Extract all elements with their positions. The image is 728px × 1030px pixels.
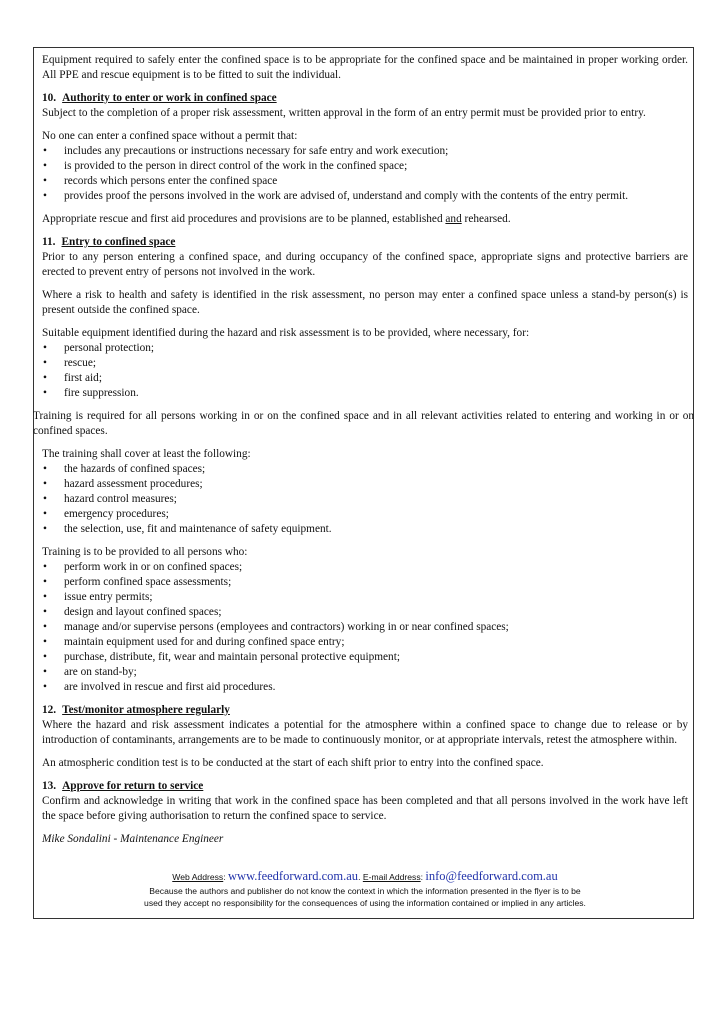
email-address-label: E-mail Address [362,872,421,882]
bullet-icon: • [43,636,47,648]
bullet-icon: • [43,145,47,157]
equipment-list [42,341,688,401]
list-item: • rescue; [43,357,96,369]
section-10-number: 10. [42,92,57,104]
section-13-title: Approve for return to service [62,780,204,792]
permit-requirements-list [42,144,688,204]
section-13-paragraph-1: Confirm and acknowledge in writing that work in the confined space has been completed and that all persons involved in the work have left the space before giving authorisation to return the confined space to service. [42,795,688,822]
list-item: • purchase, distribute, fit, wear and maintain personal protective equipment; [43,651,400,663]
list-item: • is provided to the person in direct control of the work in the confined space; [43,160,408,172]
disclaimer-line-2: used they accept no responsibility for the consequences of using the information contained or implied in any articles. [144,898,586,908]
bullet-icon: • [43,576,47,588]
bullet-icon: • [43,387,47,399]
section-12-number: 12. [42,704,57,716]
section-11-paragraph-6: Training is to be provided to all persons who: [42,546,248,558]
bullet-icon: • [43,493,47,505]
list-item: • are involved in rescue and first aid procedures. [43,681,276,693]
author-signature: Mike Sondalini - Maintenance Engineer [42,833,224,845]
section-12-paragraph-2: An atmospheric condition test is to be conducted at the start of each shift prior to entry into the confined space. [42,757,544,769]
list-item: • are on stand-by; [43,666,137,678]
list-item: • maintain equipment used for and during confined space entry; [43,636,345,648]
training-persons-list [42,560,688,695]
list-item: • first aid; [43,372,102,384]
list-item: • fire suppression. [43,387,139,399]
section-11-paragraph-5: The training shall cover at least the following: [42,448,251,460]
list-item: • records which persons enter the confined space [43,175,278,187]
section-11-paragraph-1: Prior to any person entering a confined space, and during occupancy of the confined space, appropriate signs and protective barriers are erected to prevent entry of persons not involved in the work. [42,251,688,278]
list-item: • hazard control measures; [43,493,177,505]
bullet-icon: • [43,463,47,475]
bullet-icon: • [43,591,47,603]
email-link[interactable]: info@feedforward.com.au [425,869,558,883]
list-item: • perform confined space assessments; [43,576,232,588]
training-topics-list [42,462,688,537]
section-11-heading [42,235,688,250]
section-10-paragraph-3: Appropriate rescue and first aid procedures and provisions are to be planned, established and rehearsed. [42,213,511,225]
bullet-icon: • [43,190,47,202]
list-item: • provides proof the persons involved in the work are advised of, understand and comply with the contents of the entry permit. [43,190,629,202]
bullet-icon: • [43,357,47,369]
list-item: • includes any precautions or instructions necessary for safe entry and work execution; [43,145,449,157]
list-item: • perform work in or on confined spaces; [43,561,243,573]
section-12-paragraph-1: Where the hazard and risk assessment indicates a potential for the atmosphere within a confined space to change due to release or by introduction of contaminants, arrangements are to be made to continuously monitor, or at appropriate intervals, retest the atmosphere within. [42,719,688,746]
section-10-paragraph-1: Subject to the completion of a proper risk assessment, written approval in the form of an entry permit must be provided prior to entry. [42,107,646,119]
bullet-icon: • [43,478,47,490]
list-item: • personal protection; [43,342,155,354]
intro-paragraph: Equipment required to safely enter the confined space is to be appropriate for the confined space and be maintained in proper working order. All PPE and rescue equipment is to be fitted to suit the individual. [42,54,688,81]
contact-line: Web Address: www.feedforward.com.au. E-mail Address: info@feedforward.com.au [172,869,558,883]
list-item: • issue entry permits; [43,591,153,603]
section-11-title: Entry to confined space [61,236,176,248]
section-10-paragraph-2: No one can enter a confined space without a permit that: [42,130,298,142]
section-10-title: Authority to enter or work in confined space [62,92,277,104]
bullet-icon: • [43,666,47,678]
bullet-icon: • [43,342,47,354]
list-item: • emergency procedures; [43,508,169,520]
bullet-icon: • [43,606,47,618]
bullet-icon: • [43,681,47,693]
section-12-heading [42,703,688,718]
web-address-label: Web Address [172,872,224,882]
section-12-title: Test/monitor atmosphere regularly [62,704,230,716]
bullet-icon: • [43,160,47,172]
bullet-icon: • [43,651,47,663]
section-10-heading [42,91,688,106]
bullet-icon: • [43,508,47,520]
list-item: • the selection, use, fit and maintenance of safety equipment. [43,523,332,535]
section-11-paragraph-3: Suitable equipment identified during the hazard and risk assessment is to be provided, where necessary, for: [42,327,530,339]
section-11-paragraph-4: Training is required for all persons working in or on the confined space and in all relevant activities related to entering and working in or on confined spaces. [33,410,694,437]
disclaimer-line-1: Because the authors and publisher do not know the context in which the information presented in the flyer is to be [149,886,581,896]
bullet-icon: • [43,175,47,187]
section-13-heading [42,779,688,794]
document-content [33,53,694,855]
section-13-number: 13. [42,780,57,792]
bullet-icon: • [43,372,47,384]
bullet-icon: • [43,523,47,535]
list-item: • manage and/or supervise persons (employees and contractors) working in or near confined spaces; [43,621,509,633]
list-item: • hazard assessment procedures; [43,478,203,490]
section-11-paragraph-2: Where a risk to health and safety is identified in the risk assessment, no person may enter a confined space unless a stand-by person(s) is present outside the confined space. [42,289,688,316]
website-link[interactable]: www.feedforward.com.au [228,869,359,883]
bullet-icon: • [43,621,47,633]
bullet-icon: • [43,561,47,573]
list-item: • the hazards of confined spaces; [43,463,206,475]
page-footer [42,870,688,909]
list-item: • design and layout confined spaces; [43,606,222,618]
underlined-and: and [445,213,462,225]
section-11-number: 11. [42,236,56,248]
